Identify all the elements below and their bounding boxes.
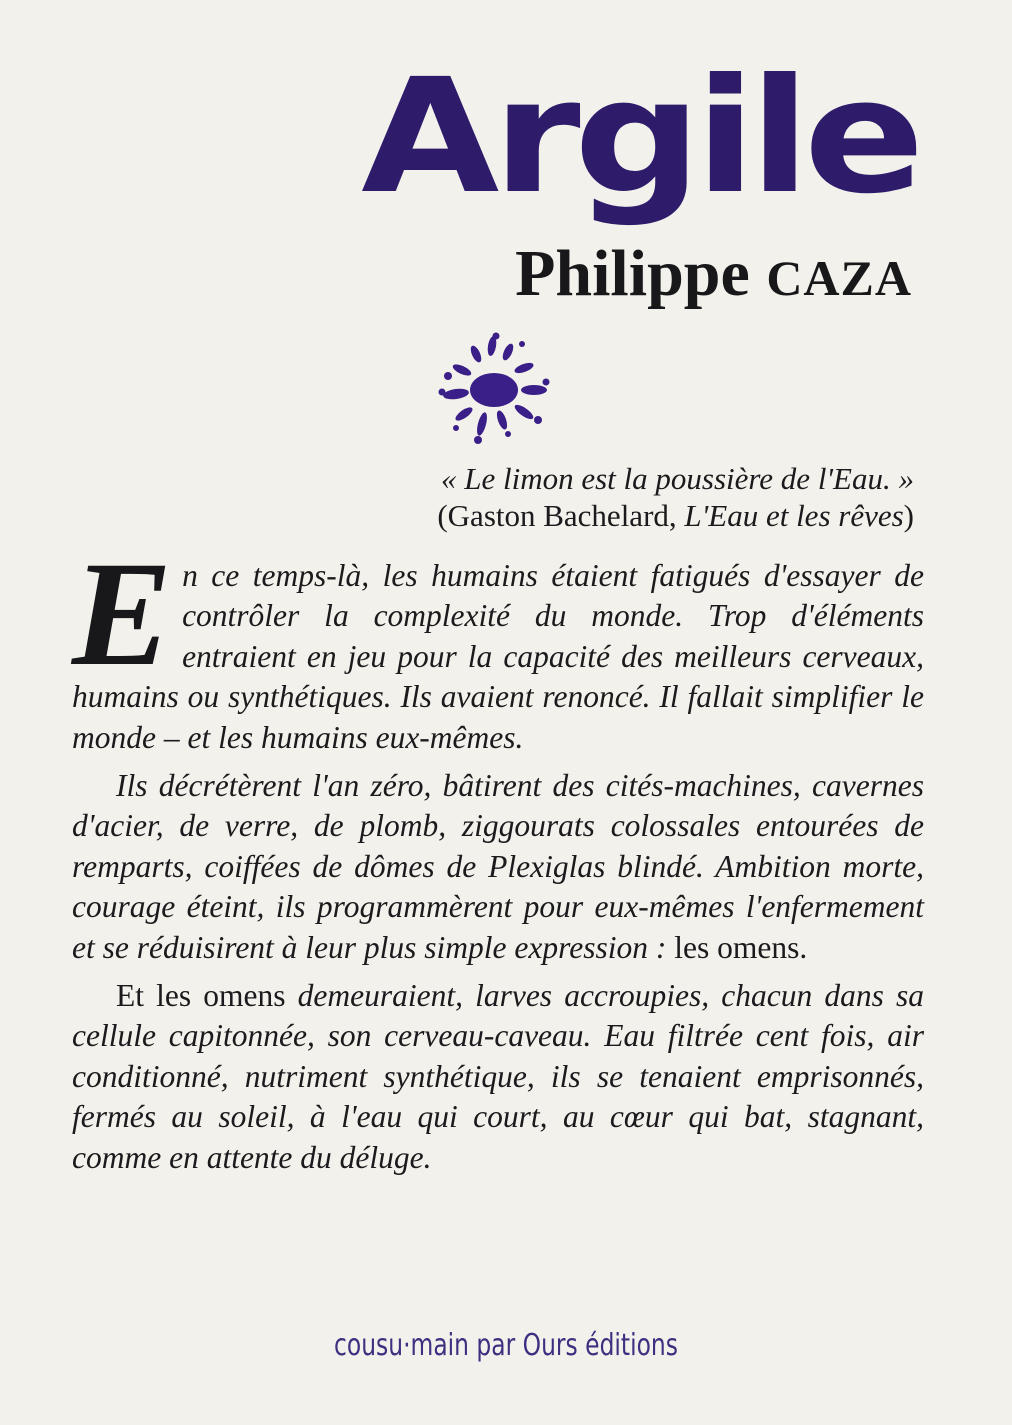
story-text	[72, 531, 924, 1178]
author-last-name: CAZA	[766, 250, 912, 306]
paragraph-3-start: Et les omens	[116, 978, 298, 1014]
paragraph-3	[72, 976, 924, 1178]
citation-work: L'Eau et les rêves	[684, 498, 904, 533]
author-first-name: Philippe	[515, 237, 750, 310]
paragraph-2-end: les omens.	[674, 929, 808, 965]
paragraph-2-text: Ils décrétèrent l'an zéro, bâtirent des cités-machines, cavernes d'acier, de verre, de plomb, ziggourats colossales entourées de remparts, coiffées de dômes de Plexiglas blindé. Ambition morte, courage éteint, ils programmèrent pour eux-mêmes l'enfermement et se réduisirent à leur plus simple expression :	[72, 768, 924, 965]
epigraph-citation	[214, 497, 914, 534]
book-title: Argile	[361, 45, 918, 229]
author-name	[515, 236, 912, 316]
citation-author: (Gaston Bachelard,	[437, 498, 685, 533]
publisher-credit: cousu·main par Ours éditions	[334, 1328, 678, 1363]
paragraph-2	[72, 766, 924, 968]
paragraph-3-text: demeuraient, larves accroupies, chacun dans sa cellule capitonnée, son cerveau-caveau. Eau filtrée cent fois, air conditionné, nutriment synthétique, ils se tenaient emprisonnés, fermés au soleil, à l'eau qui court, au cœur qui bat, stagnant, comme en attente du déluge.	[72, 978, 924, 1175]
ink-splash-icon	[438, 332, 550, 444]
citation-close: )	[903, 498, 914, 533]
paragraph-1	[72, 531, 924, 758]
paragraph-1-text: n ce temps-là, les humains étaient fatigués d'essayer de contrôler la complexité du monde. Trop d'éléments entraient en jeu pour la capacité des meilleurs cerveaux, humains ou synthétiques. Ils avaient renoncé. Il fallait simplifier le monde – et les humains eux-mêmes.	[72, 558, 924, 755]
epigraph	[214, 460, 914, 534]
epigraph-quote: « Le limon est la poussière de l'Eau. »	[440, 461, 914, 496]
drop-cap: E	[72, 531, 173, 697]
